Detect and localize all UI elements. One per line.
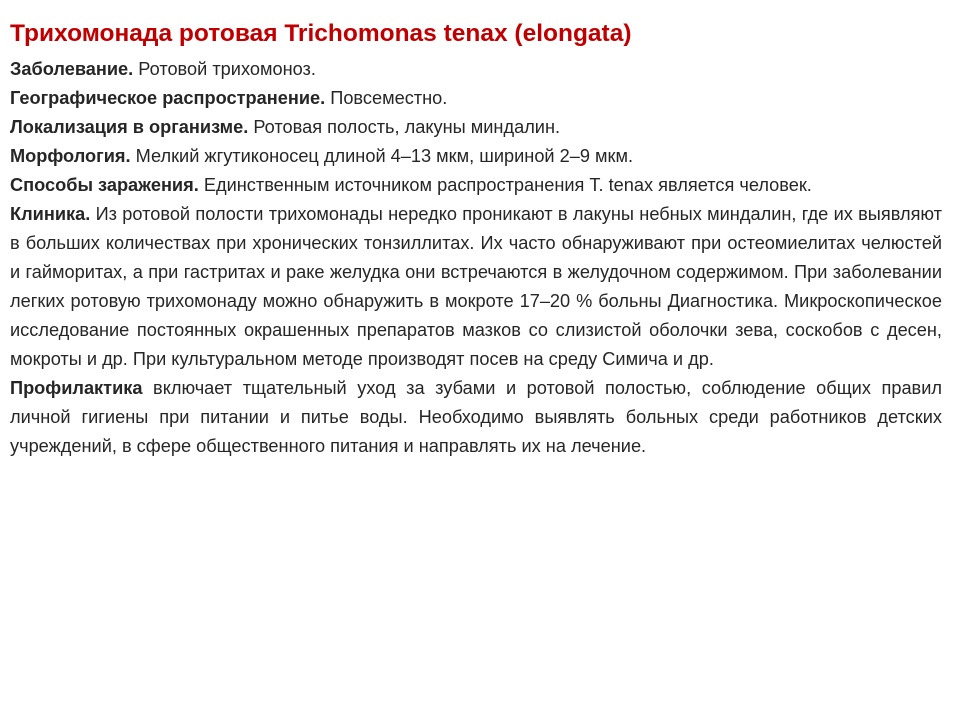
paragraph-disease [10,55,942,84]
label-morphology: Морфология. [10,146,131,166]
paragraph-prevention [10,374,942,461]
slide-content [10,18,942,461]
label-infection: Способы заражения. [10,175,199,195]
paragraph-morphology [10,142,942,171]
text-infection: Единственным источником распространения T. tenax является человек. [198,175,812,195]
text-clinic: Из ротовой полости трихомонады нередко проникают в лакуны небных миндалин, где их выявляют в больших количествах при хронических тонзиллитах. Их часто обнаруживают при остеомиелитах челюстей и гайморитах, а при гастритах и раке желудка они встречаются в желудочном содержимом. При заболевании легких ротовую трихомонаду можно обнаружить в мокроте 17–20 % больны Диагностика. Микроскопическое исследование постоянных окрашенных препаратов мазков со слизистой оболочки зева, соскобов с десен, мокроты и др. При культуральном методе производят посев на среду Симича и др. [10,204,942,369]
text-localization: Ротовая полость, лакуны миндалин. [248,117,561,137]
text-morphology: Мелкий жгутиконосец длиной 4–13 мкм, шириной 2–9 мкм. [130,146,634,166]
text-prevention: включает тщательный уход за зубами и ротовой полостью, соблюдение общих правил личной гигиены при питании и питье воды. Необходимо выявлять больных среди работников детских учреждений, в сфере общественного питания и направлять их на лечение. [10,378,942,456]
label-clinic: Клиника. [10,204,91,224]
paragraph-geography [10,84,942,113]
paragraph-infection [10,171,942,200]
paragraph-localization [10,113,942,142]
text-geography: Повсеместно. [325,88,448,108]
text-disease: Ротовой трихомоноз. [133,59,316,79]
label-geography: Географическое распространение. [10,88,326,108]
label-localization: Локализация в организме. [10,117,249,137]
label-prevention: Профилактика [10,378,143,398]
paragraph-clinic [10,200,942,374]
slide-title: Трихомонада ротовая Trichomonas tenax (elongata) [10,20,632,47]
label-disease: Заболевание. [10,59,134,79]
